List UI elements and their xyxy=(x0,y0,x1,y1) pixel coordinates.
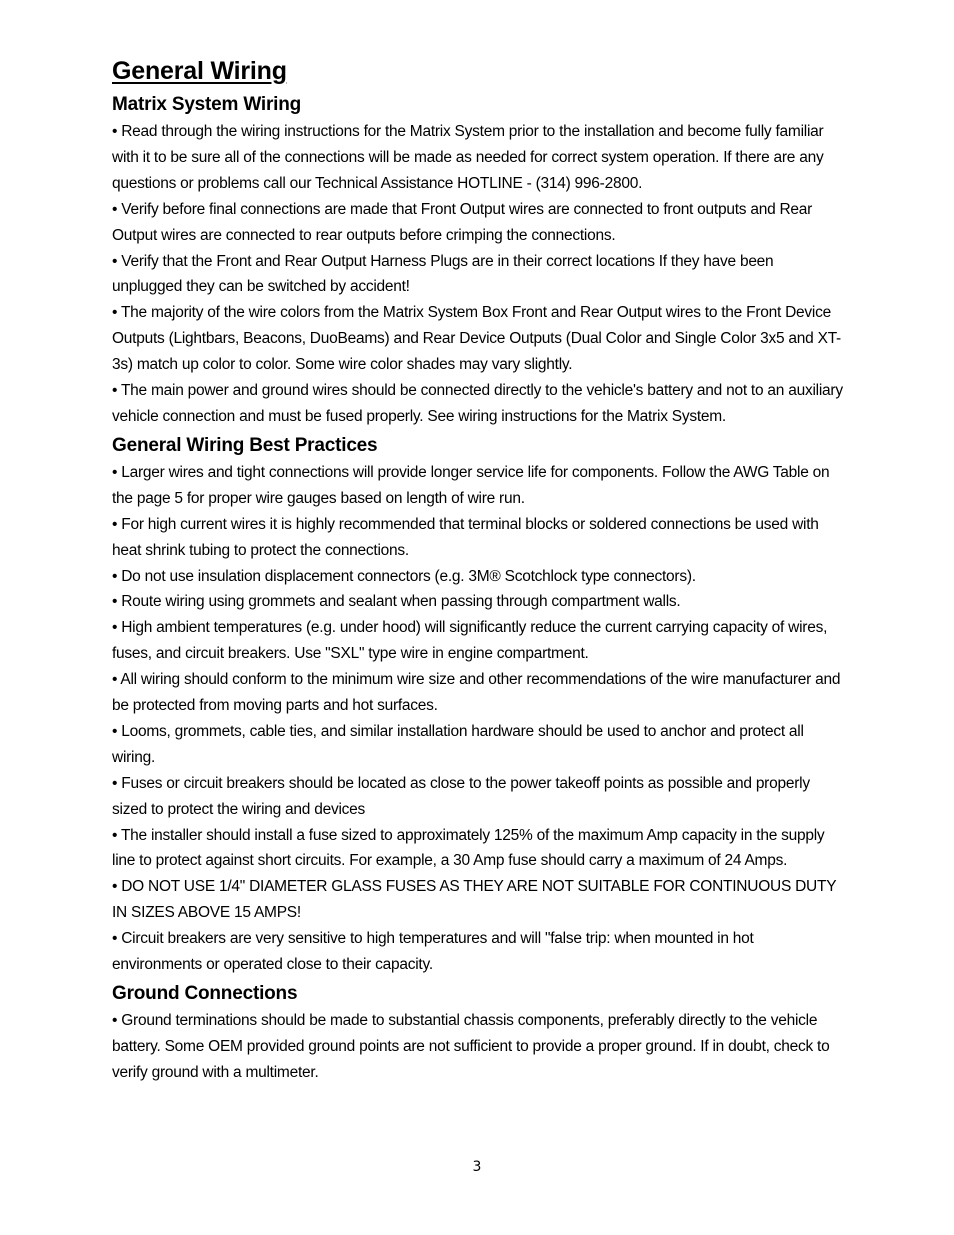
bullet-item: • Read through the wiring instructions for the Matrix System prior to the installation and become fully familiar with it to be sure all of the connections will be made as needed for correct system operation. If there are any questions or problems call our Technical Assistance HOTLINE - (314) 996-2800. xyxy=(112,123,824,192)
section-matrix-system-wiring xyxy=(112,91,847,430)
section-ground-connections xyxy=(112,980,847,1086)
document-page xyxy=(112,54,847,1086)
bullet-item: • Verify before final connections are made that Front Output wires are connected to front outputs and Rear Output wires are connected to rear outputs before crimping the connections. xyxy=(112,200,813,244)
bullet-item: • Circuit breakers are very sensitive to high temperatures and will "false trip: when mounted in hot environments or operated close to their capacity. xyxy=(112,930,754,974)
bullet-item: • High ambient temperatures (e.g. under hood) will significantly reduce the current carrying capacity of wires, fuses, and circuit breakers. Use "SXL" type wire in engine compartment. xyxy=(112,619,828,663)
section-heading: Ground Connections xyxy=(112,983,298,1004)
bullet-item: • Fuses or circuit breakers should be located as close to the power takeoff points as possible and properly sized to protect the wiring and devices xyxy=(112,774,810,818)
bullet-item: • Looms, grommets, cable ties, and similar installation hardware should be used to anchor and protect all wiring. xyxy=(112,722,804,766)
bullet-item: • Do not use insulation displacement connectors (e.g. 3M® Scotchlock type connectors). xyxy=(112,567,696,585)
bullet-item: • For high current wires it is highly recommended that terminal blocks or soldered connections be used with heat shrink tubing to protect the connections. xyxy=(112,515,819,559)
bullet-item: • Verify that the Front and Rear Output Harness Plugs are in their correct locations If they have been unplugged they can be switched by accident! xyxy=(112,252,774,296)
bullet-item: • Larger wires and tight connections will provide longer service life for components. Follow the AWG Table on the page 5 for proper wire gauges based on length of wire run. xyxy=(112,463,830,507)
bullet-item: • Route wiring using grommets and sealant when passing through compartment walls. xyxy=(112,593,681,611)
bullet-item: • The majority of the wire colors from the Matrix System Box Front and Rear Output wires to the Front Device Outputs (Lightbars, Beacons, DuoBeams) and Rear Device Outputs (Dual Color and Single Color 3x5 and XT-3s) match up color to color. Some wire color shades may vary slightly. xyxy=(112,304,841,374)
bullet-item: • All wiring should conform to the minimum wire size and other recommendations of the wire manufacturer and be protected from moving parts and hot surfaces. xyxy=(112,671,841,715)
page-title: General Wiring xyxy=(112,57,287,85)
bullet-item: • DO NOT USE 1/4" DIAMETER GLASS FUSES AS THEY ARE NOT SUITABLE FOR CONTINUOUS DUTY IN SIZES ABOVE 15 AMPS! xyxy=(112,878,837,922)
bullet-item: • The installer should install a fuse sized to approximately 125% of the maximum Amp capacity in the supply line to protect against short circuits. For example, a 30 Amp fuse should carry a maximum of 24 Amps. xyxy=(112,826,825,870)
section-general-wiring-best-practices xyxy=(112,432,847,978)
page-number: 3 xyxy=(472,1159,482,1175)
bullet-item: • Ground terminations should be made to substantial chassis components, preferably directly to the vehicle battery. Some OEM provided ground points are not sufficient to provide a proper ground. If in doubt, check to verify ground with a multimeter. xyxy=(112,1012,830,1081)
section-heading: Matrix System Wiring xyxy=(112,94,302,115)
bullet-item: • The main power and ground wires should be connected directly to the vehicle's battery and not to an auxiliary vehicle connection and must be fused properly. See wiring instructions for the Matrix System. xyxy=(112,382,843,425)
section-heading: General Wiring Best Practices xyxy=(112,434,378,456)
